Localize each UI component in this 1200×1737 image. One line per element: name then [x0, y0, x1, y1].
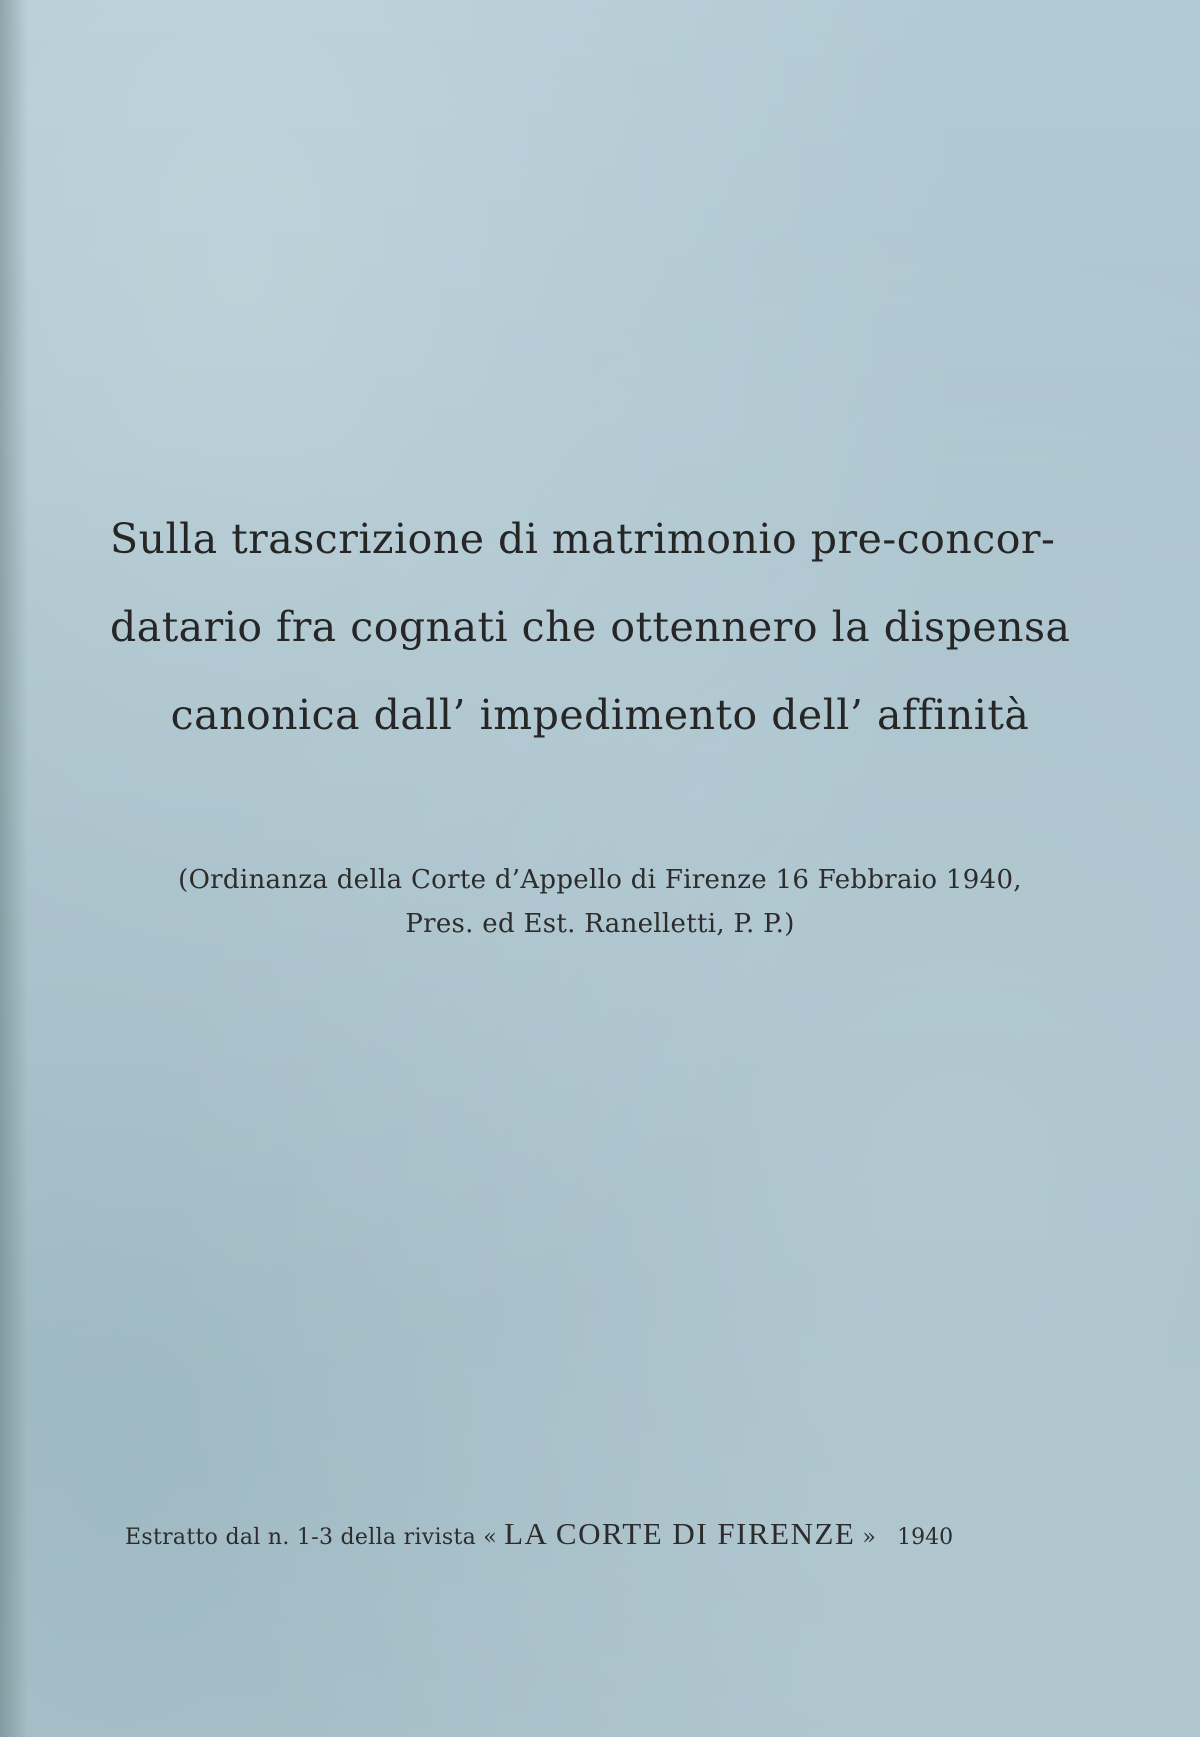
- paper-edge-shadow: [0, 0, 28, 1737]
- title-line-3: canonica dall’ impedimento dell’ affinità: [170, 691, 1030, 739]
- publication-year: 1940: [897, 1525, 954, 1550]
- title-line-2: datario fra cognati che ottennero la dispensa: [110, 603, 1071, 651]
- journal-name: LA CORTE DI FIRENZE: [504, 1516, 856, 1551]
- footer-prefix: Estratto dal n. 1-3 della rivista «: [125, 1525, 498, 1550]
- title-line-1: Sulla trascrizione di matrimonio pre-concor-: [110, 515, 1056, 563]
- footer-suffix: »: [862, 1525, 877, 1550]
- publication-footer: [125, 1516, 1095, 1552]
- subtitle-line-1: (Ordinanza della Corte d’Appello di Firenze 16 Febbraio 1940,: [178, 865, 1022, 895]
- subtitle-line-2: Pres. ed Est. Ranelletti, P. P.): [405, 909, 795, 939]
- document-title: [110, 495, 1090, 759]
- document-subtitle: [150, 858, 1050, 946]
